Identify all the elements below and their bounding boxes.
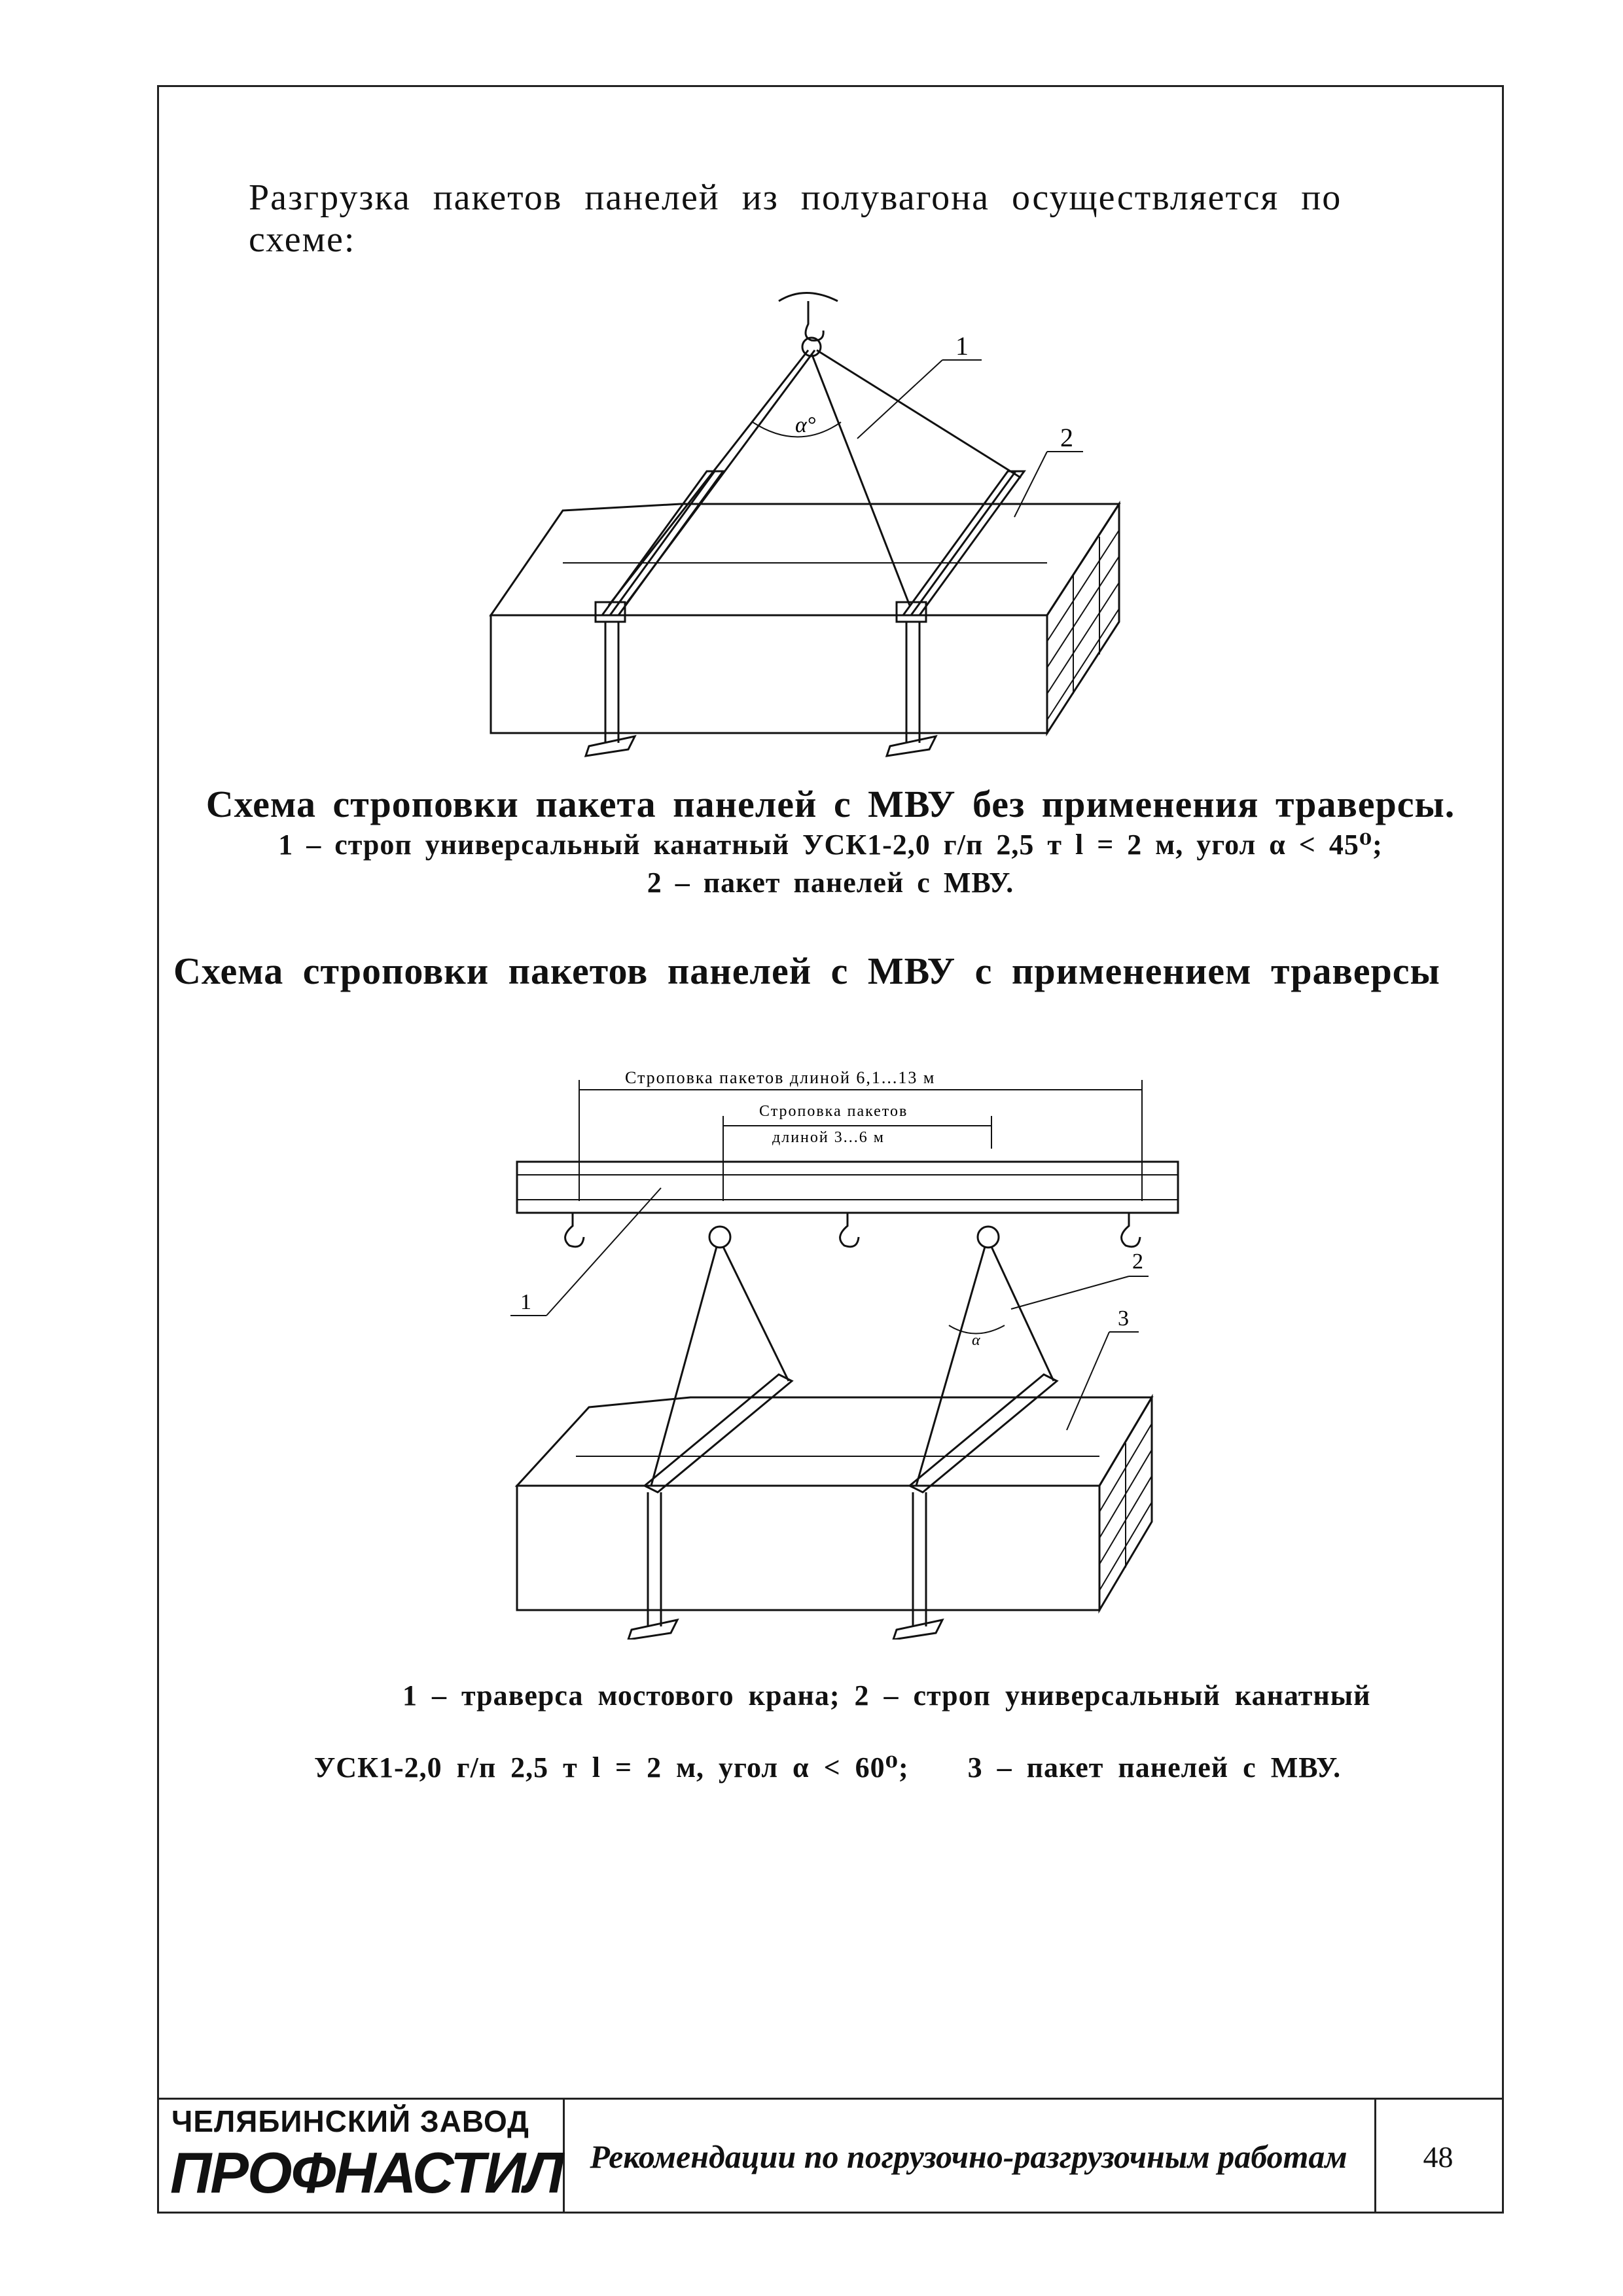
sling-left-outer: [609, 350, 808, 605]
legend-line-2: [314, 1751, 1341, 1784]
caption-1-line-2: 2 – пакет панелей с МВУ.: [647, 867, 1014, 899]
sling-right-b: [991, 1247, 1054, 1381]
heading-traverse: Схема строповки пакетов панелей с МВУ с применением траверсы: [173, 950, 1440, 992]
sling-left-a: [651, 1247, 717, 1486]
angle-label: α°: [795, 413, 816, 437]
traverse-hook-3: [840, 1213, 859, 1247]
company-logo-cell: [157, 2100, 565, 2214]
package-top: [491, 504, 1119, 615]
callout-3: 3: [1118, 1306, 1129, 1331]
package-side: [1047, 504, 1119, 733]
footer: [157, 2098, 1504, 2214]
figure-sling-without-traverse: [471, 275, 1178, 772]
traverse-hook-2: [709, 1227, 730, 1247]
caption-1-title: Схема строповки пакета панелей с МВУ без применения траверсы.: [205, 783, 1455, 825]
traverse-hook-1: [565, 1213, 584, 1247]
dim-short-label-1: Строповка пакетов: [759, 1103, 908, 1120]
sling-left-b: [723, 1247, 789, 1381]
figure-sling-with-traverse: [497, 1050, 1191, 1640]
legend-line-2a: УСК1-2,0 г/п 2,5 т l = 2 м, угол α < 60⁰;: [314, 1751, 909, 1784]
traverse-hook-5: [1122, 1213, 1140, 1247]
company-name: ЧЕЛЯБИНСКИЙ ЗАВОД: [171, 2104, 529, 2138]
intro-text: Разгрузка пакетов панелей из полувагона осуществляется по схеме:: [249, 177, 1342, 260]
callout-2: 2: [1060, 423, 1073, 452]
caption-1: [157, 782, 1504, 902]
dim-long-label: Строповка пакетов длиной 6,1...13 м: [625, 1068, 936, 1087]
legend-line-1: 1 – траверса мостового крана; 2 – строп универсальный канатный: [402, 1679, 1371, 1712]
caption-1-line-1: 1 – строп универсальный канатный УСК1-2,0 г/п 2,5 т l = 2 м, угол α < 45⁰;: [278, 829, 1383, 861]
traverse-hook-4: [978, 1227, 999, 1247]
sling-middle: [812, 353, 910, 605]
callout-1: 1: [520, 1290, 531, 1314]
angle-label: α: [972, 1332, 980, 1349]
page-number: 48: [1423, 2140, 1454, 2174]
crane-block: [779, 293, 838, 302]
legend-line-2b: 3 – пакет панелей с МВУ.: [967, 1751, 1342, 1784]
package-top: [517, 1397, 1152, 1486]
dim-short-label-2: длиной 3...6 м: [772, 1129, 885, 1146]
package-front: [491, 615, 1047, 733]
sling-right: [817, 350, 1021, 478]
callout-2: 2: [1132, 1249, 1143, 1274]
left-beam: [645, 1374, 792, 1492]
crane-hook: [806, 301, 823, 340]
package-front: [517, 1486, 1099, 1610]
document-title: Рекомендации по погрузочно-разгрузочным работам: [563, 2100, 1376, 2214]
traverse-beam: [517, 1162, 1178, 1213]
callout-1: 1: [955, 331, 969, 361]
brand-logo: ПРОФНАСТИЛ: [170, 2140, 563, 2205]
